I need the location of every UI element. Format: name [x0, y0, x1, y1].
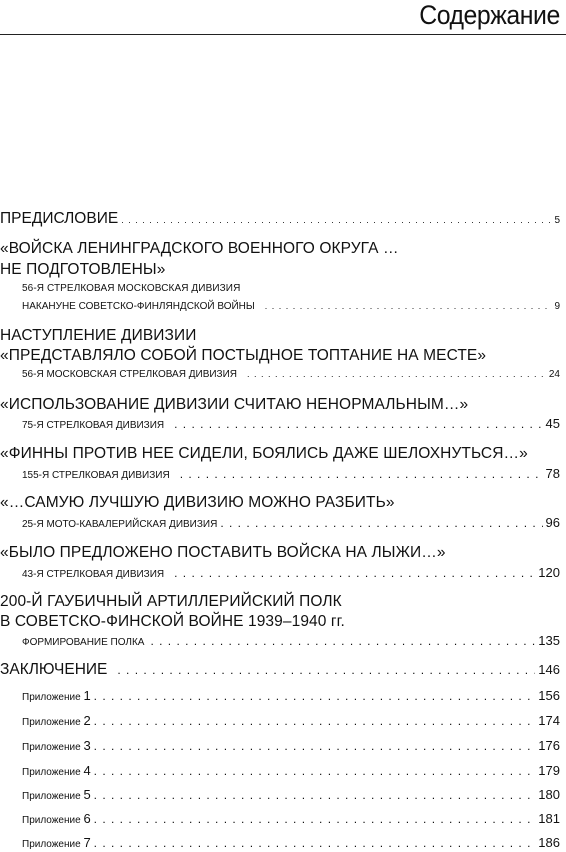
appendix-label	[22, 835, 91, 850]
leader-dots	[94, 836, 536, 850]
leader-dots	[174, 417, 542, 431]
appendix-word: Приложение	[22, 717, 81, 728]
section-heading: НАСТУПЛЕНИЕ ДИВИЗИИ	[0, 327, 197, 344]
toc-entry-section-2[interactable]	[22, 369, 560, 380]
section-heading: «ФИННЫ ПРОТИВ НЕЕ СИДЕЛИ, БОЯЛИСЬ ДАЖЕ ШЕЛОХНУТЬСЯ…»	[0, 445, 528, 462]
toc-entry-appendix-2[interactable]	[22, 713, 560, 728]
leader-dots	[220, 516, 542, 530]
toc-page-number: 186	[538, 835, 560, 850]
toc-entry-appendix-3[interactable]	[22, 738, 560, 753]
appendix-number: 5	[83, 787, 91, 802]
toc-entry-preface[interactable]	[0, 210, 560, 228]
toc-entry-appendix-7[interactable]	[22, 835, 560, 850]
leader-dots	[94, 764, 536, 778]
leader-dots	[94, 788, 536, 802]
toc-page-number: 120	[538, 565, 560, 580]
section-heading: В СОВЕТСКО-ФИНСКОЙ ВОЙНЕ 1939–1940 гг.	[0, 613, 345, 630]
section-heading: «БЫЛО ПРЕДЛОЖЕНО ПОСТАВИТЬ ВОЙСКА НА ЛЫЖИ…»	[0, 544, 446, 561]
appendix-label	[22, 713, 91, 728]
section-subtitle: 155-Я СТРЕЛКОВАЯ ДИВИЗИЯ	[22, 470, 170, 481]
toc-page-number: 156	[538, 688, 560, 703]
section-subtitle: ФОРМИРОВАНИЕ ПОЛКА	[22, 637, 145, 648]
leader-dots	[94, 689, 536, 703]
section-subtitle: НАКАНУНЕ СОВЕТСКО-ФИНЛЯНДСКОЙ ВОЙНЫ	[22, 301, 255, 312]
section-subtitle: 43-Я СТРЕЛКОВАЯ ДИВИЗИЯ	[22, 569, 165, 580]
section-heading: «ПРЕДСТАВЛЯЛО СОБОЙ ПОСТЫДНОЕ ТОПТАНИЕ НА МЕСТЕ»	[0, 347, 487, 364]
toc-entry-section-5[interactable]	[22, 515, 560, 530]
toc-entry-appendix-6[interactable]	[22, 811, 560, 826]
section-subtitle: 56-Я МОСКОВСКАЯ СТРЕЛКОВАЯ ДИВИЗИЯ	[22, 369, 237, 380]
leader-dots	[121, 215, 551, 225]
toc-entry-section-6[interactable]	[22, 565, 560, 580]
section-heading: «…САМУЮ ЛУЧШУЮ ДИВИЗИЮ МОЖНО РАЗБИТЬ»	[0, 494, 395, 511]
appendix-number: 7	[83, 835, 91, 850]
appendix-number: 1	[83, 688, 91, 703]
toc-page-number: 179	[538, 763, 560, 778]
section-heading: «ИСПОЛЬЗОВАНИЕ ДИВИЗИИ СЧИТАЮ НЕНОРМАЛЬНЫМ…»	[0, 396, 469, 413]
appendix-word: Приложение	[22, 692, 81, 703]
leader-dots	[265, 301, 552, 311]
toc-entry-title: ПРЕДИСЛОВИЕ	[0, 210, 119, 227]
section-heading: 200-Й ГАУБИЧНЫЙ АРТИЛЛЕРИЙСКИЙ ПОЛК	[0, 593, 342, 610]
appendix-label	[22, 688, 91, 703]
appendix-label	[22, 787, 91, 802]
appendix-number: 2	[83, 713, 91, 728]
toc-entry-appendix-5[interactable]	[22, 787, 560, 802]
toc-entry-appendix-1[interactable]	[22, 688, 560, 703]
toc-page-number: 180	[538, 787, 560, 802]
leader-dots	[94, 714, 536, 728]
toc-entry-section-3[interactable]	[22, 416, 560, 431]
toc-entry-section-1[interactable]	[22, 301, 560, 312]
toc-entry-appendix-4[interactable]	[22, 763, 560, 778]
toc-page-number: 24	[548, 369, 560, 380]
appendix-number: 3	[83, 738, 91, 753]
toc-page-number: 174	[538, 713, 560, 728]
section-subtitle: 56-Я СТРЕЛКОВАЯ МОСКОВСКАЯ ДИВИЗИЯ	[22, 283, 241, 294]
appendix-word: Приложение	[22, 815, 81, 826]
toc-page-number: 146	[538, 662, 560, 677]
appendix-word: Приложение	[22, 742, 81, 753]
toc-page-number: 135	[538, 633, 560, 648]
leader-dots	[247, 369, 546, 379]
appendix-number: 6	[83, 811, 91, 826]
toc-page-number: 5	[554, 215, 560, 226]
toc-page-number: 181	[538, 811, 560, 826]
section-subtitle: 25-Я МОТО-КАВАЛЕРИЙСКАЯ ДИВИЗИЯ	[22, 519, 218, 530]
leader-dots	[117, 663, 535, 677]
toc-page-number: 78	[545, 466, 560, 481]
toc-entry-section-7[interactable]	[22, 633, 560, 648]
leader-dots	[174, 566, 535, 580]
section-subtitle: 75-Я СТРЕЛКОВАЯ ДИВИЗИЯ	[22, 420, 165, 431]
toc-page-number: 176	[538, 738, 560, 753]
leader-dots	[180, 467, 543, 481]
leader-dots	[150, 634, 535, 648]
appendix-label	[22, 763, 91, 778]
appendix-number: 4	[83, 763, 91, 778]
appendix-word: Приложение	[22, 839, 81, 850]
leader-dots	[94, 739, 536, 753]
appendix-label	[22, 738, 91, 753]
section-heading: НЕ ПОДГОТОВЛЕНЫ»	[0, 261, 166, 278]
toc-entry-conclusion[interactable]	[0, 661, 560, 679]
section-heading: «ВОЙСКА ЛЕНИНГРАДСКОГО ВОЕННОГО ОКРУГА …	[0, 240, 399, 257]
toc-entry-title: ЗАКЛЮЧЕНИЕ	[0, 661, 108, 678]
page-title: Содержание	[419, 0, 560, 30]
appendix-label	[22, 811, 91, 826]
toc-page-number: 45	[545, 416, 560, 431]
toc-entry-section-4[interactable]	[22, 466, 560, 481]
toc-page-number: 9	[554, 301, 560, 312]
appendix-word: Приложение	[22, 767, 81, 778]
appendix-word: Приложение	[22, 791, 81, 802]
toc-page-number: 96	[545, 515, 560, 530]
title-divider	[0, 34, 566, 35]
leader-dots	[94, 812, 536, 826]
